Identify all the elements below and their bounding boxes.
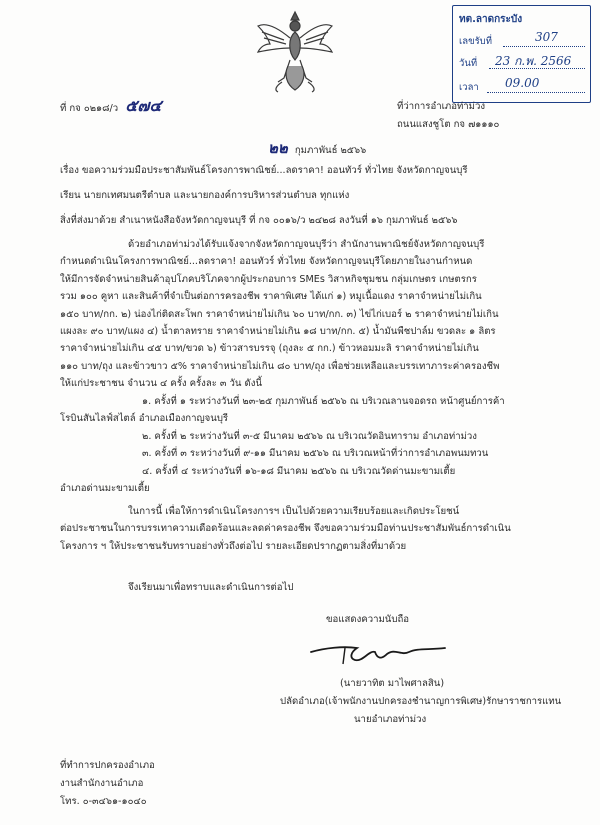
document-reference <box>60 94 161 119</box>
reference-number: ๕๗๔ <box>125 96 162 115</box>
stamp-time-value: 09.00 <box>505 76 540 90</box>
stamp-date-label: วันที่ <box>459 58 478 69</box>
body-line: โครงการ ฯ ให้ประชาชนรับทราบอย่างทั่วถึงต่อไป รายละเอียดปรากฏตามสิ่งที่มาด้วย <box>60 540 407 552</box>
document-date <box>268 136 366 160</box>
round-item: ๔. ครั้งที่ ๔ ระหว่างวันที่ ๑๖-๑๘ มีนาคม ๒๕๖๖ ณ บริเวณวัดด่านมะขามเตี้ย <box>142 465 456 477</box>
body-line: ให้มีการจัดจำหน่ายสินค้าอุปโภคบริโภคจากผู้ประกอบการ SMEs วิสาหกิจชุมชน กลุ่มเกษตร เกษตรกร <box>60 273 477 285</box>
body-paragraph-1 <box>60 236 546 393</box>
body-line: แผงละ ๙๐ บาท/แผง ๔) น้ำตาลทราย ราคาจำหน่ายไม่เกิน ๑๘ บาท/กก. ๕) น้ำมันพืชปาล์ม ขวดละ ๑ ลิตร <box>60 326 496 338</box>
signer-name: (นายวาทิต มาไพศาลสิน) <box>340 678 445 689</box>
garuda-emblem-icon <box>254 8 336 94</box>
round-item-continuation: อำเภอด่านมะขามเตี้ย <box>60 483 150 495</box>
body-line: ให้แก่ประชาชน จำนวน ๔ ครั้ง ครั้งละ ๓ วัน ดังนี้ <box>60 378 263 390</box>
salutation: ขอแสดงความนับถือ <box>326 614 410 625</box>
body-line: ด้วยอำเภอท่าม่วงได้รับแจ้งจากจังหวัดกาญจนบุรีว่า สำนักงานพาณิชย์จังหวัดกาญจนบุรี <box>128 239 485 250</box>
subject-line: เรื่อง ขอความร่วมมือประชาสัมพันธ์โครงการพาณิชย์...ลดราคา! ออนทัวร์ ทั่วไทย จังหวัดกาญจนบุรี <box>60 165 468 176</box>
receipt-stamp <box>452 5 591 103</box>
closing-request: จึงเรียนมาเพื่อทราบและดำเนินการต่อไป <box>128 582 294 593</box>
recipient-line: เรียน นายกเทศมนตรีตำบล และนายกองค์การบริหารส่วนตำบล ทุกแห่ง <box>60 190 350 201</box>
reference-label: ที่ กจ ๐๒๑๘/ว <box>60 103 119 114</box>
stamp-receive-label: เลขรับที่ <box>459 36 492 47</box>
body-line: ราคาจำหน่ายไม่เกิน ๔๕ บาท/ขวด ๖) ข้าวสารบรรจุ (ถุงละ ๕ กก.) ข้าวหอมมะลิ ราคาจำหน่ายไม่เกิน <box>60 343 479 355</box>
date-month-year: กุมภาพันธ์ ๒๕๖๖ <box>294 145 367 156</box>
body-line: ต่อประชาชนในการบรรเทาความเดือดร้อนและลดค่าครองชีพ จึงขอความร่วมมือท่านประชาสัมพันธ์การดำเนิน <box>60 523 511 535</box>
footer-office: ที่ทำการปกครองอำเภอ <box>60 760 155 771</box>
body-paragraph-2 <box>60 503 546 555</box>
date-day: ๒๒ <box>268 139 288 157</box>
stamp-date-value: 23 ก.พ. 2566 <box>495 54 572 68</box>
event-rounds-list <box>60 393 546 497</box>
round-item: ๓. ครั้งที่ ๓ ระหว่างวันที่ ๙-๑๑ มีนาคม ๒๕๖๖ ณ บริเวณหน้าที่ว่าการอำเภอพนมทวน <box>142 448 489 460</box>
body-line: ในการนี้ เพื่อให้การดำเนินโครงการฯ เป็นไปด้วยความเรียบร้อยและเกิดประโยชน์ <box>128 506 460 517</box>
body-line: ๑๕๐ บาท/กก. ๒) น่องไก่ติดสะโพก ราคาจำหน่ายไม่เกิน ๖๐ บาท/กก. ๓) ไข่ไก่เบอร์ ๒ ราคาจำหน่ายไม่เกิน <box>60 308 499 320</box>
round-item: ๑. ครั้งที่ ๑ ระหว่างวันที่ ๒๓-๒๕ กุมภาพันธ์ ๒๕๖๖ ณ บริเวณลานจอดรถ หน้าศูนย์การค้า <box>142 396 505 407</box>
handwritten-signature <box>305 638 455 670</box>
stamp-time-label: เวลา <box>459 82 479 93</box>
body-line: ๑๑๐ บาท/ถุง และข้าวขาว ๕% ราคาจำหน่ายไม่เกิน ๘๐ บาท/ถุง เพื่อช่วยเหลือและบรรเทาภาระค่าครองชีพ <box>60 360 500 372</box>
stamp-office: ทต.ลาดกระบัง <box>459 14 523 25</box>
round-item-continuation: โรบินสันไลฟ์สไตล์ อำเภอเมืองกาญจนบุรี <box>60 413 229 425</box>
body-line: กำหนดดำเนินโครงการพาณิชย์...ลดราคา! ออนทัวร์ ทั่วไทย จังหวัดกาญจนบุรีโดยภายในงานกำหนด <box>60 256 473 268</box>
stamp-receive-number: 307 <box>535 30 558 44</box>
signer-title-line2: นายอำเภอท่าม่วง <box>354 714 427 725</box>
sender-address-line1: ที่ว่าการอำเภอท่าม่วง <box>397 101 486 112</box>
sender-address-line2: ถนนแสงชูโต กจ ๗๑๑๑๐ <box>397 119 500 130</box>
body-line: รวม ๑๐๐ คูหา และสินค้าที่จำเป็นต่อการครองชีพ ราคาพิเศษ ได้แก่ ๑) หมูเนื้อแดง ราคาจำหน่ายไม่เกิน <box>60 291 482 303</box>
signer-title-line1: ปลัดอำเภอ(เจ้าพนักงานปกครองชำนาญการพิเศษ)รักษาราชการแทน <box>280 696 562 707</box>
footer-phone: โทร. ๐-๓๔๖๑-๑๐๔๐ <box>60 796 147 807</box>
attachment-line: สิ่งที่ส่งมาด้วย สำเนาหนังสือจังหวัดกาญจนบุรี ที่ กจ ๐๐๑๖/ว ๒๔๒๘ ลงวันที่ ๑๖ กุมภาพันธ์ ๒๕๖๖ <box>60 215 458 226</box>
round-item: ๒. ครั้งที่ ๒ ระหว่างวันที่ ๓-๕ มีนาคม ๒๕๖๖ ณ บริเวณวัดอินทาราม อำเภอท่าม่วง <box>142 430 477 442</box>
footer-department: งานสำนักงานอำเภอ <box>60 778 144 789</box>
